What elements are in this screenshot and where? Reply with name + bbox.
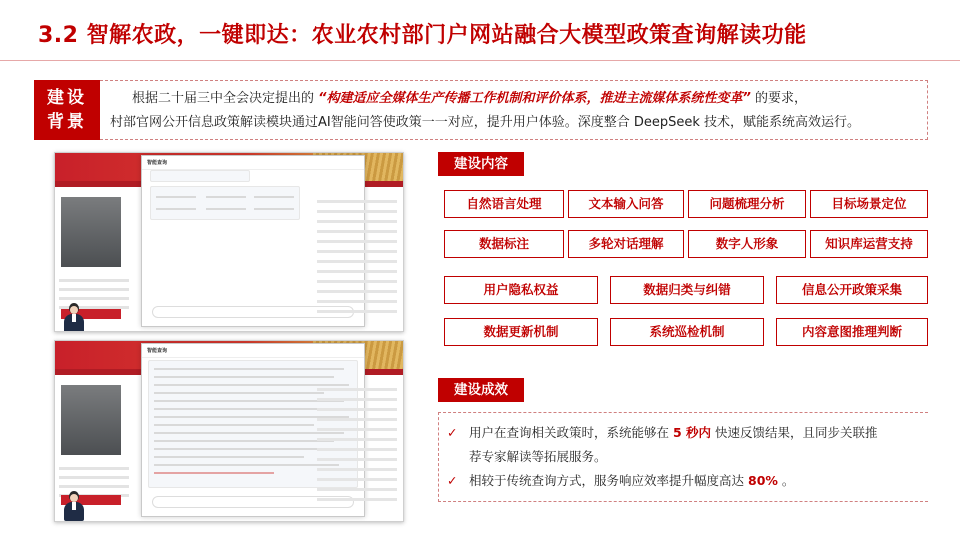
background-text-part1: 根据二十届三中全会决定提出的 <box>132 91 315 106</box>
chip-data-update: 数据更新机制 <box>444 318 598 346</box>
result-item-2-part1: 相较于传统查询方式，服务响应效率提升幅度高达 <box>469 473 745 488</box>
background-text-emphasis: “构建适应全媒体生产传播工作机制和评价体系，推进主流媒体系统性变革” <box>318 91 751 106</box>
chip-issue-analysis: 问题梳理分析 <box>688 190 806 218</box>
chip-privacy: 用户隐私权益 <box>444 276 598 304</box>
chip-data-classification: 数据归类与纠错 <box>610 276 764 304</box>
screenshot-right-column <box>317 381 397 511</box>
chat-dialog-title: 智能查询 <box>142 344 364 358</box>
page-title: 3.2 智解农政，一键即达：农业农村部门户网站融合大模型政策查询解读功能 <box>38 23 807 48</box>
result-item-2-emphasis: 80% <box>748 473 778 488</box>
content-section-heading: 建设内容 <box>438 152 524 176</box>
title-divider <box>0 60 960 61</box>
chip-nlp: 自然语言处理 <box>444 190 564 218</box>
chat-dialog-title: 智能查询 <box>142 156 364 170</box>
check-icon: ✓ <box>447 425 458 440</box>
background-text-part2: 的要求， <box>755 91 808 106</box>
result-item-1-part1: 用户在查询相关政策时，系统能够在 <box>469 425 670 440</box>
result-item-1-part2: 快速反馈结果，且同步关联推 <box>715 425 878 440</box>
chip-knowledge-base: 知识库运营支持 <box>810 230 928 258</box>
results-box <box>438 412 928 502</box>
chip-multi-turn: 多轮对话理解 <box>568 230 684 258</box>
screenshot-right-column <box>317 193 397 321</box>
background-label-line1: 建设 <box>47 88 87 108</box>
chip-digital-human: 数字人形象 <box>688 230 806 258</box>
chip-policy-collection: 信息公开政策采集 <box>776 276 928 304</box>
check-icon: ✓ <box>447 473 458 488</box>
news-photo <box>61 385 121 455</box>
result-item-2-part2: 。 <box>781 473 795 488</box>
chip-scene-targeting: 目标场景定位 <box>810 190 928 218</box>
digital-human-avatar[interactable] <box>63 303 85 332</box>
screenshot-left-column <box>59 193 131 321</box>
result-item-2 <box>447 469 928 493</box>
chip-system-inspection: 系统巡检机制 <box>610 318 764 346</box>
news-photo <box>61 197 121 267</box>
chip-intent-reasoning: 内容意图推理判断 <box>776 318 928 346</box>
chat-card <box>150 170 250 182</box>
background-text-line2: 村部官网公开信息政策解读模块通过AI智能问答使政策一一对应，提升用户体验。深度整合 DeepSeek 技术，赋能系统高效运行。 <box>110 115 861 130</box>
screenshot-top <box>54 152 404 332</box>
chip-text-qa: 文本输入问答 <box>568 190 684 218</box>
background-text-line1 <box>110 87 919 111</box>
background-label-line2: 背景 <box>47 112 87 132</box>
chat-card <box>150 186 300 220</box>
result-item-1-continued <box>447 445 928 469</box>
background-label <box>34 80 100 140</box>
result-item-1 <box>447 421 928 445</box>
screenshot-bottom <box>54 340 404 522</box>
result-item-1-line2: 荐专家解读等拓展服务。 <box>469 449 607 464</box>
background-text-box <box>100 80 928 140</box>
result-item-1-emphasis: 5 秒内 <box>673 425 712 440</box>
results-section-heading: 建设成效 <box>438 378 524 402</box>
digital-human-avatar[interactable] <box>63 491 85 521</box>
chip-data-labeling: 数据标注 <box>444 230 564 258</box>
